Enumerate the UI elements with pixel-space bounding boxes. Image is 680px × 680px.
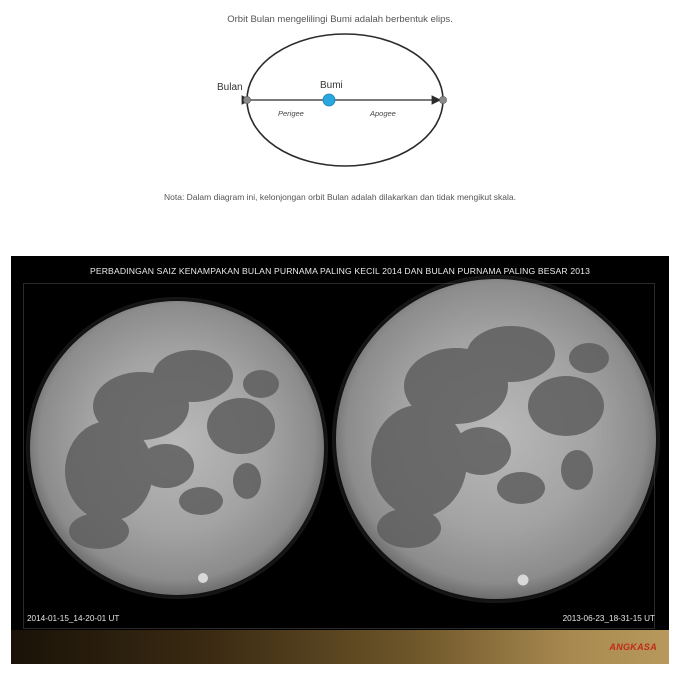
earth-label: Bumi — [320, 80, 343, 91]
footer-bar — [11, 630, 669, 664]
diagram-note: Nota: Dalam diagram ini, kelonjongan orbit Bulan adalah dilakarkan dan tidak mengikut skala. — [163, 192, 516, 202]
moon-apogee-marker — [439, 96, 446, 103]
right-timestamp: 2013-06-23_18-31-15 UT — [562, 614, 655, 623]
left-timestamp: 2014-01-15_14-20-01 UT — [27, 614, 120, 623]
angkasa-logo — [609, 639, 657, 655]
moon-comparison-photo — [11, 256, 669, 664]
moon-label: Bulan — [217, 82, 243, 93]
earth-marker — [323, 94, 335, 106]
moon-large — [332, 275, 660, 603]
logo-text: ANGKASA — [609, 642, 657, 652]
moon-perigee-marker — [243, 96, 250, 103]
apogee-label: Apogee — [370, 109, 396, 118]
orbit-diagram — [0, 0, 680, 200]
tycho-crater — [198, 573, 208, 583]
photo-title: PERBADINGAN SAIZ KENAMPAKAN BULAN PURNAMA PALING KECIL 2014 DAN BULAN PURNAMA PALING BESAR 2013 — [89, 266, 591, 276]
perigee-label: Perigee — [278, 109, 304, 118]
moon-small — [26, 297, 328, 599]
tycho-crater-large — [518, 575, 529, 586]
moon-images — [11, 256, 669, 630]
top-caption: Orbit Bulan mengelilingi Bumi adalah berbentuk elips. — [227, 14, 453, 25]
